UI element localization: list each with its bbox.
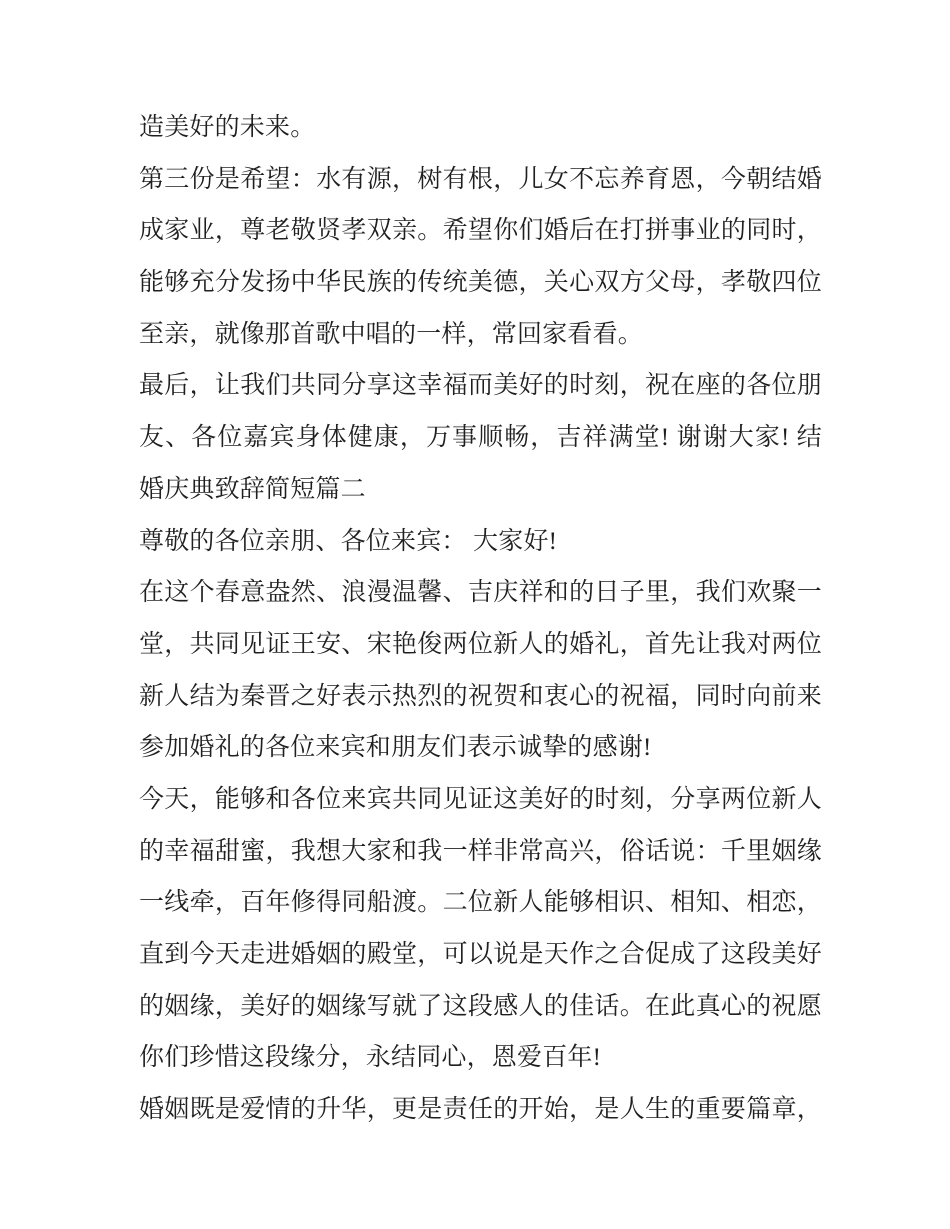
text-line: 在这个春意盎然、浪漫温馨、吉庆祥和的日子里，我们欢聚一 xyxy=(139,579,822,607)
text-line: 你们珍惜这段缘分，永结同心，恩爱百年! xyxy=(139,1044,602,1072)
text-line: 最后，让我们共同分享这幸福而美好的时刻，祝在座的各位朋 xyxy=(139,372,822,400)
text-line: 参加婚礼的各位来宾和朋友们表示诚挚的感谢! xyxy=(139,734,652,762)
text-line: 第三份是希望：水有源，树有根，儿女不忘养育恩，今朝结婚 xyxy=(139,165,822,193)
text-line: 堂，共同见证王安、宋艳俊两位新人的婚礼，首先让我对两位 xyxy=(139,630,822,658)
text-line: 的幸福甜蜜，我想大家和我一样非常高兴，俗话说：千里姻缘 xyxy=(139,837,822,865)
text-line: 新人结为秦晋之好表示热烈的祝贺和衷心的祝福，同时向前来 xyxy=(139,682,822,710)
text-line: 能够充分发扬中华民族的传统美德，关心双方父母，孝敬四位 xyxy=(139,269,822,297)
text-line: 造美好的未来。 xyxy=(139,114,316,141)
text-line: 友、各位嘉宾身体健康，万事顺畅，吉祥满堂! 谢谢大家! 结 xyxy=(139,424,822,452)
text-line: 今天，能够和各位来宾共同见证这美好的时刻，分享两位新人 xyxy=(139,785,822,813)
text-line: 成家业，尊老敬贤孝双亲。希望你们婚后在打拼事业的同时， xyxy=(139,217,822,245)
text-line: 婚姻既是爱情的升华，更是责任的开始，是人生的重要篇章， xyxy=(139,1096,822,1124)
text-line: 直到今天走进婚姻的殿堂，可以说是天作之合促成了这段美好 xyxy=(139,941,822,968)
text-line: 婚庆典致辞简短篇二 xyxy=(139,475,366,503)
text-line: 至亲，就像那首歌中唱的一样，常回家看看。 xyxy=(139,320,644,348)
document-text xyxy=(139,102,822,1136)
text-line: 一线牵，百年修得同船渡。二位新人能够相识、相知、相恋， xyxy=(139,889,822,917)
text-line: 的姻缘，美好的姻缘写就了这段感人的佳话。在此真心的祝愿 xyxy=(139,992,822,1020)
text-line: 尊敬的各位亲朋、各位来宾： 大家好! xyxy=(139,527,558,555)
